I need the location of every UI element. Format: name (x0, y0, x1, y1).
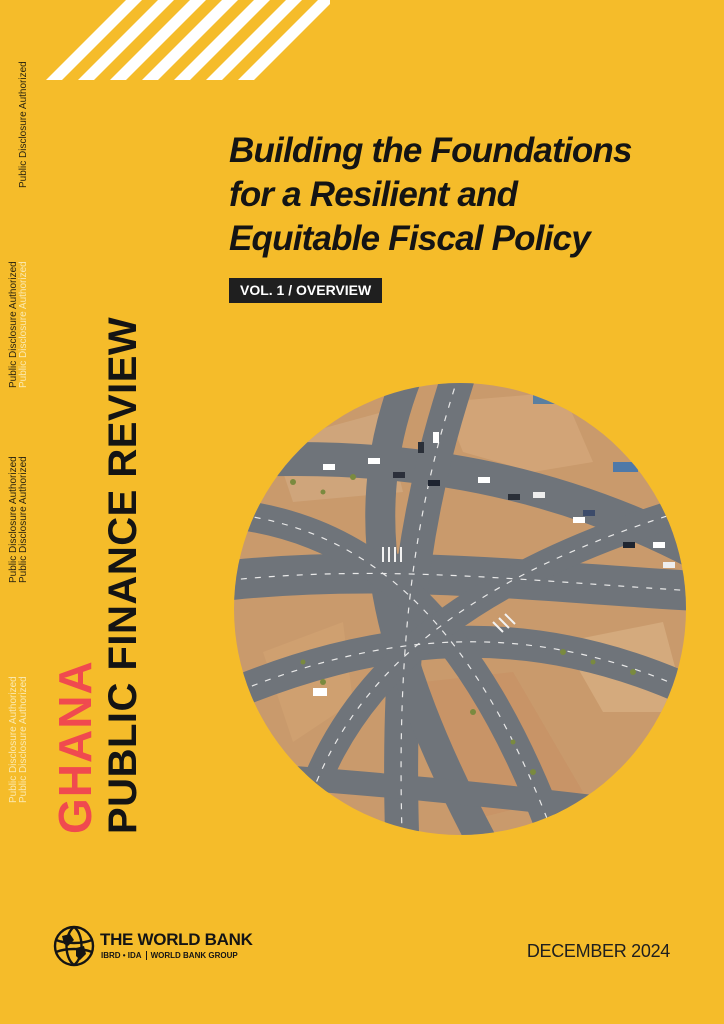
title-line: for a Resilient and (229, 175, 518, 214)
disclosure-label: Public Disclosure Authorized (8, 676, 19, 803)
disclosure-label: Public Disclosure Authorized (18, 676, 29, 803)
series-title: PUBLIC FINANCE REVIEW (101, 316, 145, 834)
title-line: Building the Foundations (229, 131, 632, 170)
disclosure-label: Public Disclosure Authorized (18, 261, 29, 388)
diagonal-stripes-decoration (0, 0, 330, 80)
disclosure-label: Public Disclosure Authorized (8, 261, 19, 388)
world-bank-globe-logo (52, 924, 96, 968)
aerial-interchange-photo (233, 382, 687, 836)
disclosure-label: Public Disclosure Authorized (8, 456, 19, 583)
disclosure-strip (0, 0, 36, 1024)
report-title (229, 129, 699, 261)
publication-date: DECEMBER 2024 (526, 941, 670, 961)
vertical-series-title (50, 317, 146, 834)
publisher-subtitle (101, 951, 238, 960)
disclosure-label: Public Disclosure Authorized (18, 61, 29, 188)
publisher-sub-right: WORLD BANK GROUP (150, 951, 238, 960)
country-name: GHANA (49, 660, 101, 834)
volume-badge: VOL. 1 / OVERVIEW (229, 278, 382, 303)
separator (146, 951, 147, 960)
publisher-name: THE WORLD BANK (100, 930, 253, 949)
disclosure-label: Public Disclosure Authorized (18, 456, 29, 583)
publisher-sub-left: IBRD • IDA (101, 951, 142, 960)
title-line: Equitable Fiscal Policy (229, 219, 590, 258)
